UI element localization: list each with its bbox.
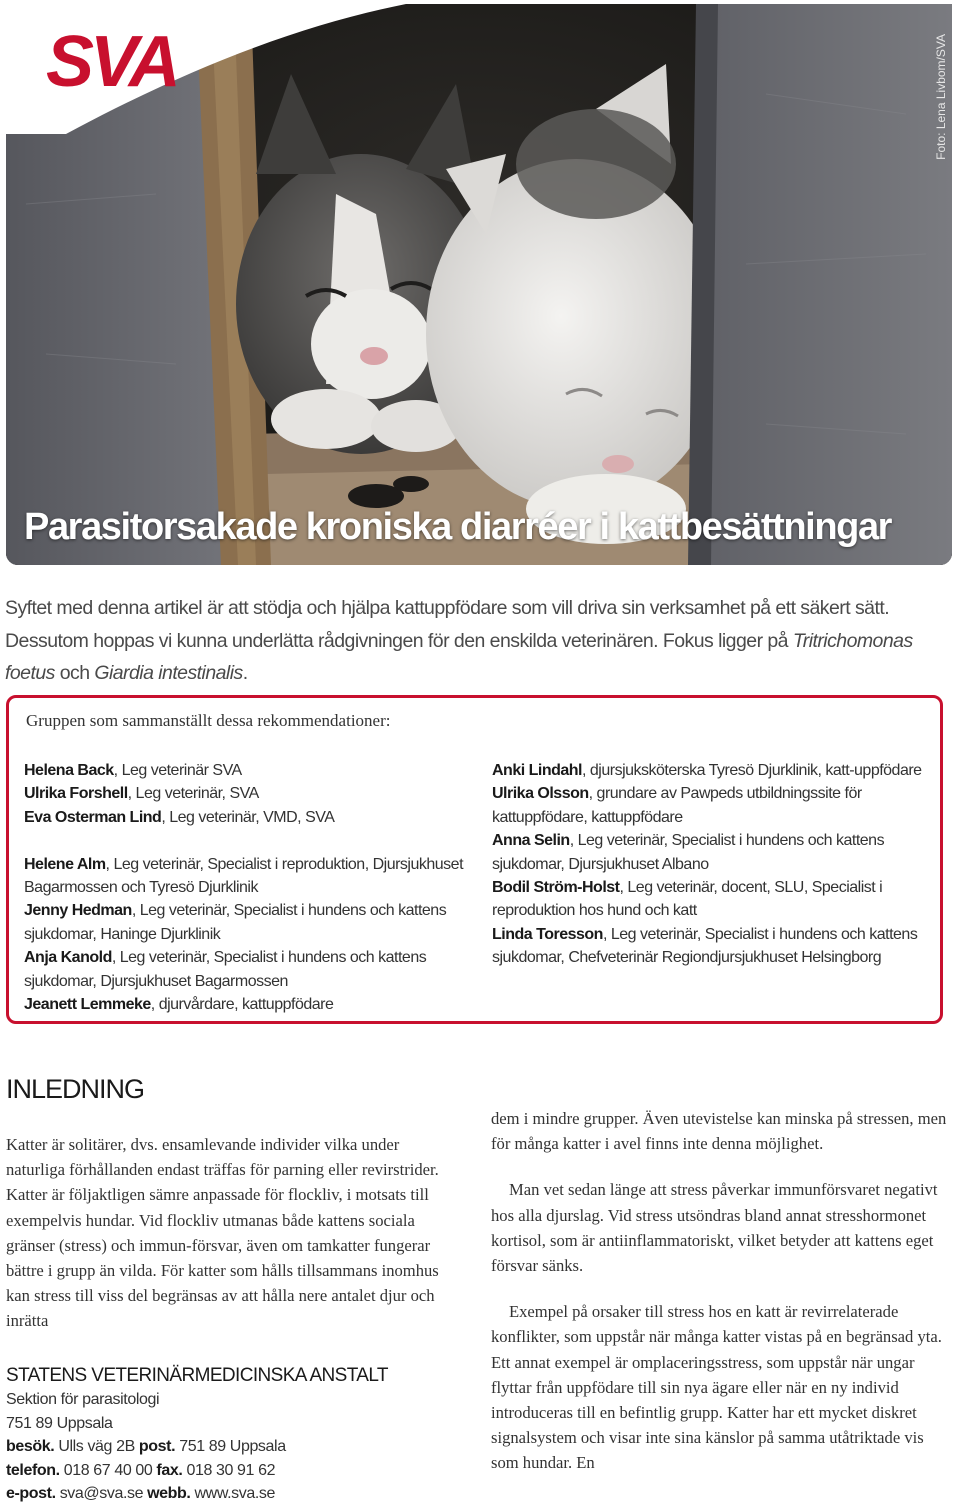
- author-role: , Leg veterinär, Specialist i hundens och kattens sjukdomar, Chefveterinär Regiondjursjukhuset Helsingborg: [492, 925, 918, 967]
- author-role: , Leg veterinär, VMD, SVA: [161, 808, 335, 826]
- author-entry: [24, 993, 484, 1016]
- phone-label: telefon.: [6, 1461, 60, 1479]
- author-name: Bodil Ström-Holst: [492, 879, 620, 897]
- author-name: Ulrika Olsson: [492, 785, 589, 803]
- email-web-line: [6, 1482, 456, 1505]
- author-entry: [24, 806, 484, 829]
- authors-right-column: [492, 759, 937, 970]
- intro-line-end: .: [242, 662, 248, 684]
- email-link[interactable]: sva@sva.se: [55, 1485, 148, 1503]
- body-left-column: [6, 1132, 462, 1334]
- author-role: , djursjuksköterska Tyresö Djurklinik, katt-uppfödare: [582, 762, 922, 779]
- author-name: Linda Toresson: [492, 925, 603, 943]
- web-link[interactable]: www.sva.se: [190, 1485, 275, 1503]
- author-role: , Leg veterinär, Specialist i hundens och kattens sjukdomar, Djursjukhuset Albano: [492, 832, 885, 873]
- email-label: e-post.: [6, 1485, 56, 1503]
- author-name: Helene Alm: [24, 855, 106, 873]
- page-title: Parasitorsakade kroniska diarréer i kattbesättningar: [24, 506, 892, 548]
- visit-post-line: [6, 1435, 456, 1458]
- visit-label: besök.: [6, 1438, 55, 1456]
- body-paragraph: Man vet sedan länge att stress påverkar immunförsvaret negativt hos alla djurslag. Vid stress utsöndras bland annat stresshormonet kortisol, som är antiinflammatoriskt, vilket betyder att kattens eget försvar sänks.: [491, 1180, 938, 1276]
- author-role: , Leg veterinär, Specialist i hundens och kattens sjukdomar, Haninge Djurklinik: [24, 902, 447, 943]
- author-entry: [492, 923, 937, 970]
- author-entry: [492, 876, 937, 923]
- intro-line-2b: och: [54, 662, 95, 684]
- intro-line-1: Syftet med denna artikel är att stödja och hjälpa kattuppfödare som vill driva sin verksamhet på ett säkert sätt.: [5, 597, 890, 619]
- visit-address: Ulls väg 2B: [54, 1438, 139, 1456]
- author-name: Eva Osterman Lind: [24, 808, 162, 826]
- author-name: Anna Selin: [492, 832, 570, 850]
- body-paragraph: Exempel på orsaker till stress hos en katt är revirrelaterade konflikter, som uppstår när många katter vistas på en begränsad yta. Ett annat exempel är omplaceringsstress, som uppstår när ungar flyttar från uppfödare till sin nya ägare eller när en ny individ introduceras till en befintlig grupp. Katter har ett mycket diskret signalsystem och visar inte sina känslor på samma utåtriktade vis som hundar. En: [491, 1302, 942, 1473]
- section-heading: INLEDNING: [6, 1074, 145, 1104]
- intro-species-2: Giardia intestinalis: [94, 662, 243, 684]
- body-right-column: [491, 1106, 947, 1476]
- author-role: , grundare av Pawpeds utbildningssite för kattuppfödare, kattuppfödare: [492, 785, 862, 826]
- author-role: , Leg veterinär, Specialist i hundens och kattens sjukdomar, Djursjukhuset Bagarmossen: [24, 949, 427, 990]
- author-entry: [492, 829, 937, 876]
- organization-name: STATENS VETERINÄRMEDICINSKA ANSTALT: [6, 1365, 388, 1386]
- fax-number: 018 30 91 62: [182, 1461, 276, 1479]
- author-name: Jeanett Lemmeke: [24, 996, 151, 1014]
- phone-number: 018 67 40 00: [59, 1461, 157, 1479]
- author-entry: [24, 946, 484, 993]
- authors-heading: Gruppen som sammanställt dessa rekommendationer:: [26, 711, 391, 730]
- hero-photo: [6, 4, 952, 565]
- postal-address: 751 89 Uppsala: [6, 1414, 113, 1432]
- intro-line-2a: Dessutom hoppas vi kunna underlätta rådgivningen för den enskilda veterinären. Fokus ligger på: [5, 629, 793, 652]
- phone-fax-line: [6, 1459, 456, 1482]
- authors-left-column: [24, 759, 484, 1016]
- photo-credit: Foto: Lena Livbom/SVA: [934, 34, 948, 160]
- author-entry: [24, 853, 484, 900]
- author-role: , Leg veterinär, Specialist i reproduktion, Djursjukhuset Bagarmossen och Tyresö Djurklinik: [24, 855, 464, 897]
- intro-text: [5, 592, 945, 690]
- author-name: Anja Kanold: [24, 949, 112, 967]
- author-name: Anki Lindahl: [492, 762, 582, 779]
- post-label: post.: [138, 1438, 176, 1456]
- authors-box: [6, 695, 943, 1024]
- web-label: webb.: [147, 1485, 191, 1503]
- intro-species-1: Tritrichomonas foetus: [5, 629, 913, 684]
- post-address: 751 89 Uppsala: [175, 1438, 286, 1456]
- author-name: Helena Back: [24, 762, 114, 779]
- sva-logo: [6, 4, 426, 134]
- body-paragraph: Katter är solitärer, dvs. ensamlevande individer vilka under naturliga förhållanden endast träffas för parning eller revirstrider. Katter är följaktligen sämre anpassade för flockliv, i motsats till exempelvis hundar. Vid flockliv utmanas både kattens sociala gränser (stress) och immun-försvar, även om tamkatter fungerar bättre i grupp än vilda. För katter som hålls tillsammans inomhus kan stress till viss del begränsas av att hålla nere antalet djur och inrätta: [6, 1135, 439, 1331]
- author-entry: [24, 759, 484, 782]
- author-name: Ulrika Forshell: [24, 785, 128, 803]
- body-paragraph: dem i mindre grupper. Även utevistelse kan minska på stressen, men för många katter i avel finns inte denna möjlighet.: [491, 1109, 947, 1154]
- contact-footer: [6, 1364, 456, 1505]
- department: Sektion för parasitologi: [6, 1391, 160, 1409]
- author-entry: [492, 782, 937, 829]
- author-role: , Leg veterinär, SVA: [127, 785, 259, 803]
- fax-label: fax.: [156, 1461, 183, 1479]
- author-entry: [24, 899, 484, 946]
- author-role: , Leg veterinär SVA: [113, 762, 242, 779]
- sva-logo-text: SVA: [46, 22, 177, 102]
- author-entry: [492, 759, 937, 782]
- author-name: Jenny Hedman: [24, 902, 132, 920]
- author-entry: [24, 782, 484, 805]
- author-role: , Leg veterinär, docent, SLU, Specialist i reproduktion hos hund och katt: [492, 879, 883, 920]
- author-role: , djurvårdare, kattuppfödare: [150, 996, 334, 1014]
